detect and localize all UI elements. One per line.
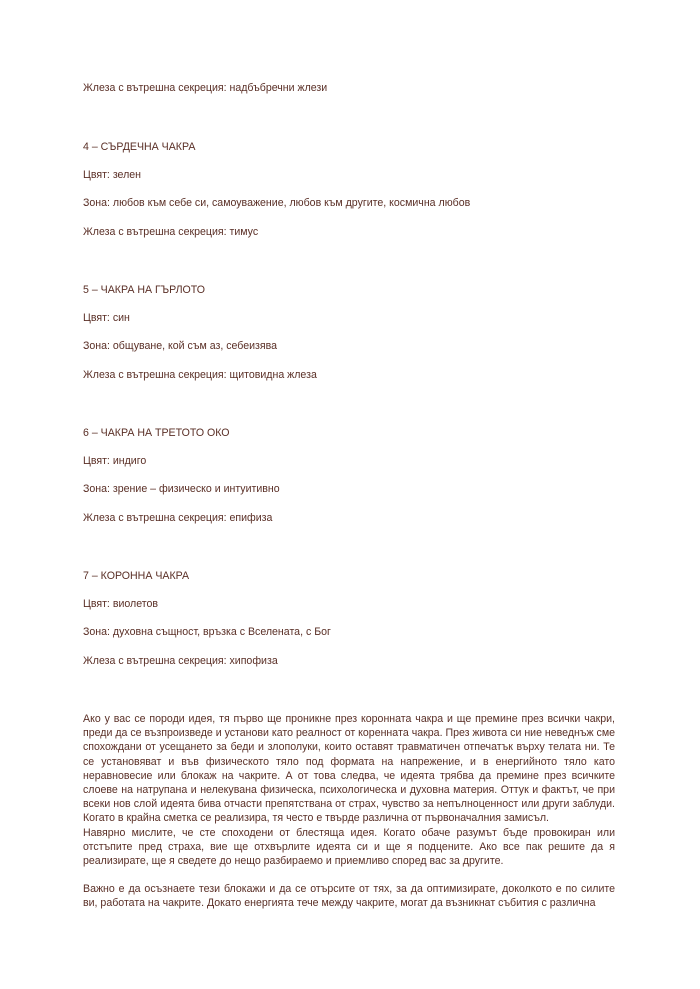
chakra4-heading: 4 – СЪРДЕЧНА ЧАКРА: [83, 141, 196, 153]
chakra4-zone: Зона: любов към себе си, самоуважение, любов към другите, космична любов: [83, 197, 471, 209]
chakra4-color: Цвят: зелен: [83, 169, 142, 181]
chakra5-color: Цвят: син: [83, 312, 130, 324]
chakra5-gland: Жлеза с вътрешна секреция: щитовидна жлеза: [83, 369, 317, 381]
chakra5-heading: 5 – ЧАКРА НА ГЪРЛОТО: [83, 284, 206, 296]
chakra7-heading: 7 – КОРОННА ЧАКРА: [83, 570, 190, 582]
chakra7-zone: Зона: духовна същност, връзка с Вселената, с Бог: [83, 626, 331, 638]
chakra4-gland: Жлеза с вътрешна секреция: тимус: [83, 226, 259, 238]
chakra7-color: Цвят: виолетов: [83, 598, 158, 610]
chakra6-zone: Зона: зрение – физическо и интуитивно: [83, 483, 280, 495]
body-paragraph-1: Ако у вас се породи идея, тя първо ще проникне през коронната чакра и ще премине през всички чакри, преди да се възпроизведе и установи като реалност от кореннaта чакра. През живота си ние неведнъж сме спохождани от усещането за беди и злополуки, които оставят травматичен отпечатък върху телата ни. Те се установяват и във физическото тяло под формата на напрежение, и в енергийното тяло като неравновесие или блокаж на чакрите. А от това следва, че идеята трябва да премине през всичките слоеве на натрупана и нелекувана физическа, психологическа и духовна материя. Оттук и фактът, че при всеки нов слой идеята бива отчасти препятствана от страх, чувство за непълноценност или други заблуди. Когато в крайна сметка се реализира, тя често е твърде различна от първоначалния замисъл.: [83, 713, 615, 825]
chakra7-gland: Жлеза с вътрешна секреция: хипофиза: [83, 655, 278, 667]
adrenal-gland-line: Жлеза с вътрешна секреция: надбъбречни жлези: [83, 82, 328, 94]
body-paragraph-2: Навярно мислите, че сте споходени от блестяща идея. Когато обаче разумът бъде провокиран или отстъпите пред страха, вие ще отхвърлите идеята си и ще я подцените. Ако все пак решите да я реализирате, ще я сведете до нещо разбираемо и приемливо според вас за другите.: [83, 827, 615, 868]
chakra6-color: Цвят: индиго: [83, 455, 147, 467]
chakra6-gland: Жлеза с вътрешна секреция: епифиза: [83, 512, 273, 524]
body-paragraph-3: Важно е да осъзнаете тези блокажи и да се отърсите от тях, за да оптимизирате, доколкото е по силите ви, работата на чакрите. Докато енергията тече между чакрите, могат да възникнат събития с различна: [83, 883, 615, 910]
chakra5-zone: Зона: общуване, кой съм аз, себеизява: [83, 340, 278, 352]
chakra6-heading: 6 – ЧАКРА НА ТРЕТОТО ОКО: [83, 427, 230, 439]
